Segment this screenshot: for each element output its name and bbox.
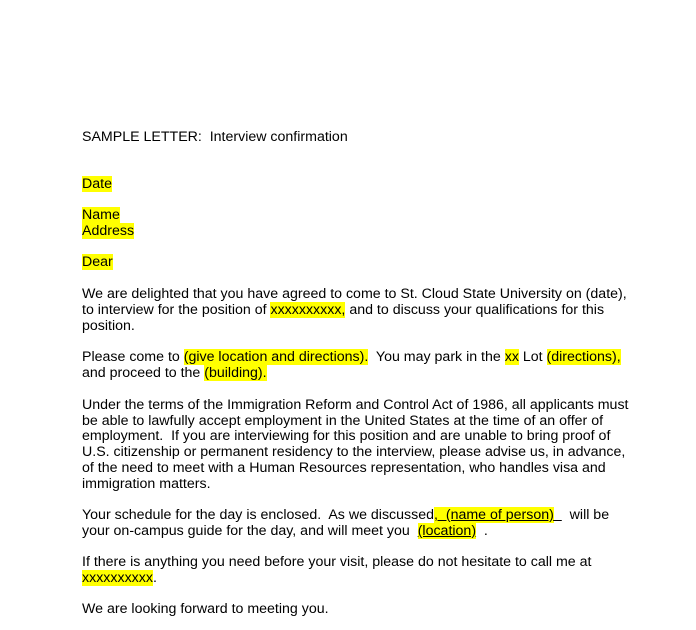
p2-text-c: Lot (518, 349, 547, 365)
p4-underline-gap (554, 507, 562, 523)
closing-line: We are looking forward to meeting you. (82, 601, 329, 617)
location-directions-placeholder: (give location and directions). (183, 349, 369, 365)
p2-text-b: You may park in the (368, 349, 505, 365)
p4-text-c: your on-campus guide for the day, and will meet you (82, 523, 418, 539)
paragraph-3-line-1: Under the terms of the Immigration Reform and Control Act of 1986, all applicants must (82, 397, 629, 413)
building-placeholder: (building). (204, 365, 267, 381)
guide-name-placeholder: , (name of person) (434, 507, 554, 523)
address-placeholder (82, 223, 134, 239)
p2-text-d: and proceed to the (82, 365, 205, 381)
phone-placeholder: xxxxxxxxxx (82, 570, 153, 586)
paragraph-3-line-4: U.S. citizenship or permanent residency to the interview, please advise us, in advance, (82, 444, 626, 460)
paragraph-1-line-1: We are delighted that you have agreed to come to St. Cloud State University on (date), (82, 286, 627, 302)
paragraph-2-line-2 (82, 365, 267, 381)
paragraph-3-line-2: be able to lawfully accept employment in the United States at the time of an offer of (82, 413, 604, 429)
p2-text-a: Please come to (82, 349, 184, 365)
p5-text-b: . (152, 570, 157, 586)
p4-text-b: will be (561, 507, 610, 523)
p1-text-b: and to discuss your qualifications for this (345, 302, 605, 318)
paragraph-1-line-2 (82, 302, 604, 318)
date-placeholder (82, 176, 112, 192)
address-highlight: Address (82, 223, 135, 239)
paragraph-5-line-1: If there is anything you need before your visit, please do not hesitate to call me at (82, 554, 592, 570)
directions-placeholder: (directions), (546, 349, 621, 365)
paragraph-1-line-3: position. (82, 318, 135, 334)
paragraph-3-line-5: of the need to meet with a Human Resources representation, who handles visa and (82, 460, 606, 476)
salutation (82, 254, 113, 270)
paragraph-3-line-6: immigration matters. (82, 476, 211, 492)
name-highlight: Name (82, 207, 120, 223)
lot-placeholder: xx (504, 349, 519, 365)
paragraph-5-line-2 (82, 570, 157, 586)
date-highlight: Date (82, 176, 112, 192)
meeting-location-placeholder: (location) (417, 523, 477, 539)
p1-text-a: to interview for the position of (82, 302, 271, 318)
p4-text-a: Your schedule for the day is enclosed. As we discussed (82, 507, 435, 523)
position-placeholder: xxxxxxxxxx, (270, 302, 346, 318)
p4-text-d: . (476, 523, 488, 539)
salutation-highlight: Dear (82, 254, 113, 270)
paragraph-2-line-1 (82, 349, 621, 365)
paragraph-4-line-1 (82, 507, 609, 523)
paragraph-3-line-3: employment. If you are interviewing for this position and are unable to bring proof of (82, 428, 611, 444)
name-placeholder (82, 207, 120, 223)
letter-header: SAMPLE LETTER: Interview confirmation (82, 129, 348, 145)
paragraph-4-line-2 (82, 523, 488, 539)
